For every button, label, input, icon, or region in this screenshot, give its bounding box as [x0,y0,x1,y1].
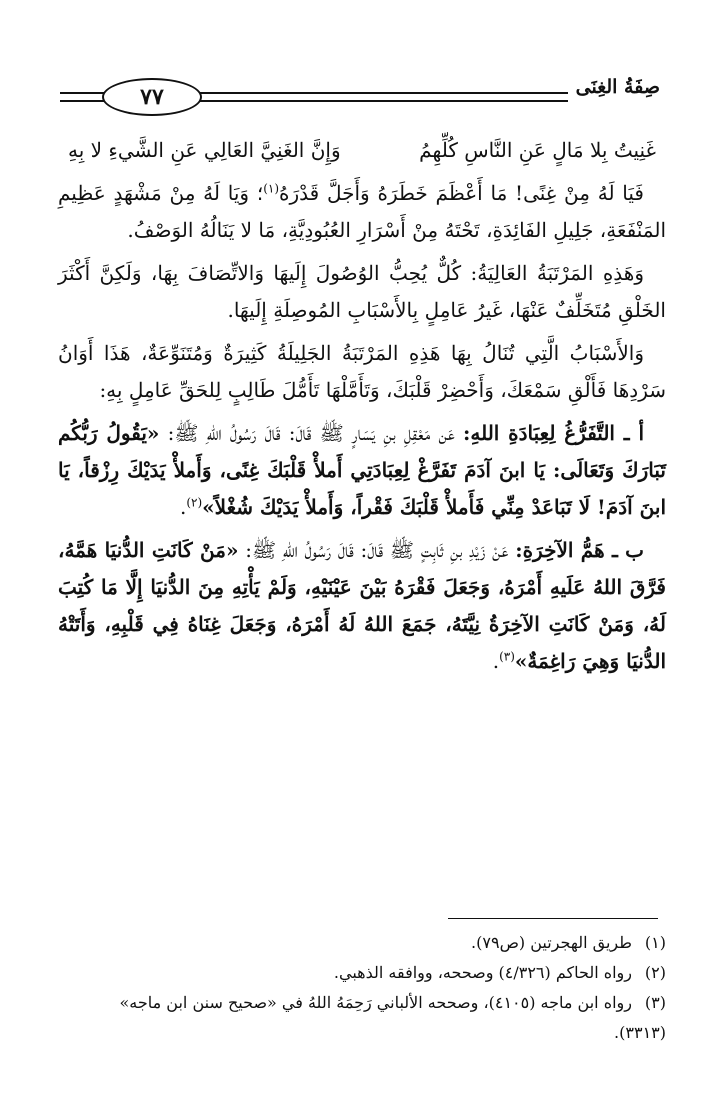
footnote-2 [60,958,666,988]
paragraph-3: وَالأَسْبَابُ الَّتِي تُنَالُ بِهَا هَذِهِ المَرْتَبَةُ الجَلِيلَةُ كَثِيرَةٌ وَمُتَنَوِّعَةٌ، هَذَا أَوَانُ سَرْدِهَا فَأَلْقِ سَمْعَكَ، وَأَحْضِرْ قَلْبَكَ، وَتَأَمَّلْهَا تَأَمُّلَ طَالِبٍ لِلحَقِّ عَامِلٍ بِهِ: [58,341,666,402]
poetry-verse [68,132,656,169]
footnote-3 [60,988,666,1018]
footnote-text: رواه الحاكم (٤/٣٢٦) وصححه، ووافقه الذهبي. [333,963,632,982]
verse-hemistich-right: غَنِيتُ بِلا مَالٍ عَنِ النَّاسِ كُلِّهِمُ [419,138,656,162]
paragraph-1-rest: ؛ وَيَا لَهُ مِنْ مَشْهَدٍ عَظِيمِ المَنْفَعَةِ، جَلِيلِ الفَائِدَةِ، تَحْتَهُ مِنْ أَسْرَارِ العُبُودِيَّةِ، مَا لا يَنَالُهُ الوَصْفُ. [58,181,666,242]
section-a-end: . [179,495,187,519]
main-text [58,132,666,686]
section-a-heading: أ ـ التَّفَرُّغُ لِعِبَادَةِ اللهِ: [462,421,645,445]
page-number: ٧٧ [102,78,202,116]
section-b [58,532,666,680]
footnote-ref-3[interactable]: (٣) [499,649,515,664]
footnote-text: طريق الهجرتين (ص٧٩). [471,933,632,952]
section-a [58,415,666,526]
footnote-1 [60,928,666,958]
section-b-end: . [492,649,500,673]
footnote-separator [448,918,658,919]
footnote-number: (١) [644,933,666,952]
footnote-3-continuation: (٣٣١٣). [614,1023,666,1042]
section-b-intro: عَنْ زَيْدِ بنِ ثَابِتٍ ﷺ قَالَ: قَالَ رَسُولُ اللهِ ﷺ: [245,538,509,562]
paragraph-1-text: فَيَا لَهُ مِنْ غِنًى! مَا أَعْظَمَ خَطَرَهُ وَأَجَلَّ قَدْرَهُ [279,181,644,205]
footnote-text: رواه ابن ماجه (٤١٠٥)، وصححه الألباني رَحِمَهُ اللهُ في «صحيح سنن ابن ماجه» [119,993,632,1012]
section-a-intro: عَن مَعْقِلِ بنِ يَسَارٍ ﷺ قَالَ: قَالَ رَسُولُ اللهِ ﷺ: [167,421,455,445]
section-a-hadith: «يَقُولُ رَبُّكُم تَبَارَكَ وَتَعَالَى: يَا ابنَ آدَمَ تَفَرَّغْ لِعِبَادَتِي أَملأْ قَلْبَكَ غِنًى، وَأَملأْ يَدَيْكَ رِزْقاً، يَا ابنَ آدَمَ! لَا تَبَاعَدْ مِنِّي فَأَملأْ قَلْبَكَ فَقْراً، وَأَملأْ يَدَيْكَ شُغْلاً» [58,421,666,519]
section-b-hadith: «مَنْ كَانَتِ الدُّنيَا هَمَّهُ، فَرَّقَ اللهُ عَلَيهِ أَمْرَهُ، وَجَعَلَ فَقْرَهُ بَيْنَ عَيْنَيْهِ، وَلَمْ يَأْتِهِ مِنَ الدُّنيَا إِلَّا مَا كُتِبَ لَهُ، وَمَنْ كَانَتِ الآخِرَةُ نِيَّتَهُ، جَمَعَ اللهُ لَهُ أَمْرَهُ، وَجَعَلَ غِنَاهُ فِي قَلْبِهِ، وَأَتَتْهُ الدُّنيَا وَهِيَ رَاغِمَةٌ» [58,538,666,673]
footnotes [60,928,666,1048]
footnote-number: (٣) [644,993,666,1012]
footnote-ref-1[interactable]: (١) [263,181,280,196]
verse-hemistich-left: وَإِنَّ الغَنِيَّ العَالِي عَنِ الشَّيءِ لا بِهِ [68,138,341,162]
paragraph-1 [58,175,666,249]
running-title: صِفَةُ الغِنَى [575,76,660,98]
paragraph-2: وَهَذِهِ المَرْتَبَةُ العَالِيَةُ: كُلٌّ يُحِبُّ الوُصُولَ إِلَيهَا وَالاتِّصَافَ بِهَا، وَلَكِنَّ أَكْثَرَ الخَلْقِ مُتَخَلِّفٌ عَنْهَا، غَيرُ عَامِلٍ بِالأَسْبَابِ المُوصِلَةِ إِلَيهَا. [58,261,666,322]
footnote-ref-2[interactable]: (٢) [186,495,203,510]
page-header [60,70,660,122]
footnote-number: (٢) [644,963,666,982]
section-b-heading: ب ـ هَمُّ الآخِرَةِ: [515,538,645,562]
